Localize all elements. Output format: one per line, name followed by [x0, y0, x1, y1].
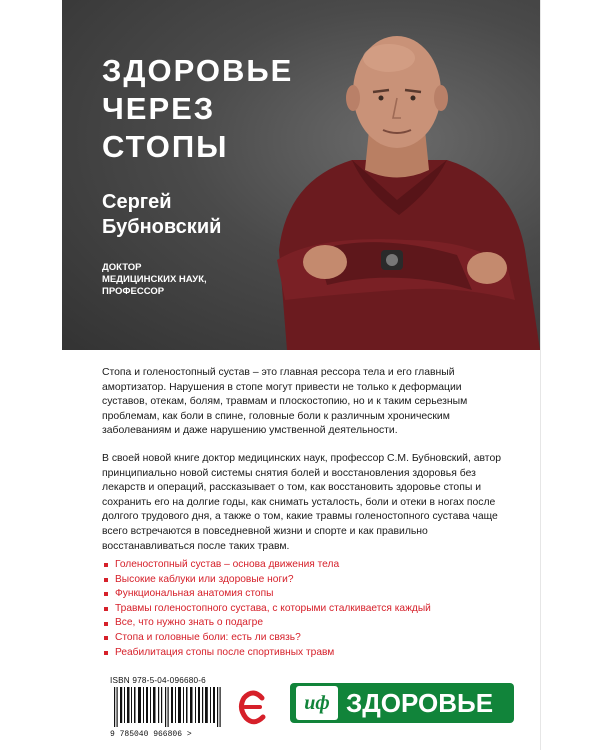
list-item	[104, 573, 431, 588]
bullet-square-icon	[104, 651, 108, 655]
list-item	[104, 558, 431, 573]
topics-list	[104, 558, 431, 660]
author-degree	[102, 262, 207, 298]
publisher-logo-icon	[238, 686, 268, 726]
list-item-text: Функциональная анатомия стопы	[115, 588, 274, 600]
author-last-name: Бубновский	[102, 216, 222, 238]
list-item-text: Голеностопный сустав – основа движения тела	[115, 559, 340, 570]
bullet-square-icon	[104, 592, 108, 596]
bullet-square-icon	[104, 578, 108, 582]
cover-edge-divider	[540, 0, 541, 750]
bullet-square-icon	[104, 622, 108, 626]
book-title-line: ЧЕРЕЗ	[102, 91, 216, 126]
author-name	[102, 190, 221, 240]
bullet-square-icon	[104, 607, 108, 611]
series-logo	[290, 683, 514, 723]
barcode-icon	[110, 687, 228, 727]
series-name: ЗДОРОВЬЕ	[346, 687, 494, 718]
list-item	[104, 631, 431, 646]
book-title-line: ЗДОРОВЬЕ	[102, 53, 294, 88]
list-item-text: Травмы голеностопного сустава, с которыми сталкивается каждый	[115, 602, 431, 614]
book-title	[102, 52, 293, 166]
author-degree-line: ПРОФЕССОР	[102, 286, 165, 297]
book-back-cover	[62, 0, 540, 750]
book-title-line: СТОПЫ	[102, 129, 229, 164]
list-item-text: Высокие каблуки или здоровые ноги?	[115, 573, 294, 585]
list-item-text: Реабилитация стопы после спортивных травм	[115, 646, 335, 658]
series-logo-mark: иф	[296, 686, 338, 720]
author-degree-line: МЕДИЦИНСКИХ НАУК,	[102, 274, 207, 285]
isbn-text: ISBN 978-5-04-096680-6	[110, 676, 206, 685]
bullet-square-icon	[104, 563, 108, 567]
list-item	[104, 646, 431, 661]
isbn-barcode	[110, 676, 230, 739]
barcode-number: 9 785040 966806 >	[110, 730, 192, 739]
list-item	[104, 616, 431, 631]
author-first-name: Сергей	[102, 191, 172, 213]
description-paragraph-1: Стопа и голеностопный сустав – это главная рессора тела и его главный амортизатор. Нарушения в стопе могут привести не только к деформации суставов, отекам, болям, травмам и плоскостопию, но и к таким серьезным проблемам, как боли в спине, головные боли к различным хроническим заболеваниям и даже нарушению умственной деятельности.	[102, 367, 468, 437]
author-degree-line: ДОКТОР	[102, 262, 142, 273]
list-item	[104, 602, 431, 617]
list-item-text: Все, что нужно знать о подагре	[115, 617, 263, 629]
description-paragraph-2: В своей новой книге доктор медицинских наук, профессор С.М. Бубновский, автор принципиально новой системы снятия болей и восстановления здоровья без лекарств и операций, рассказывает о том, как восстановить здоровье стопы и сохранить его на долгие годы, как снимать усталость, боли и отеки в ногах после долгого трудового дня, а также о том, какие травмы голеностопного сустава чаще всего встречаются в повседневной жизни и спорте и как правильно восстанавливаться после таких травм.	[102, 453, 502, 552]
author-portrait-image	[257, 0, 540, 350]
author-photo-panel	[62, 0, 540, 350]
list-item	[104, 587, 431, 602]
bullet-square-icon	[104, 636, 108, 640]
list-item-text: Стопа и головные боли: есть ли связь?	[115, 631, 301, 643]
